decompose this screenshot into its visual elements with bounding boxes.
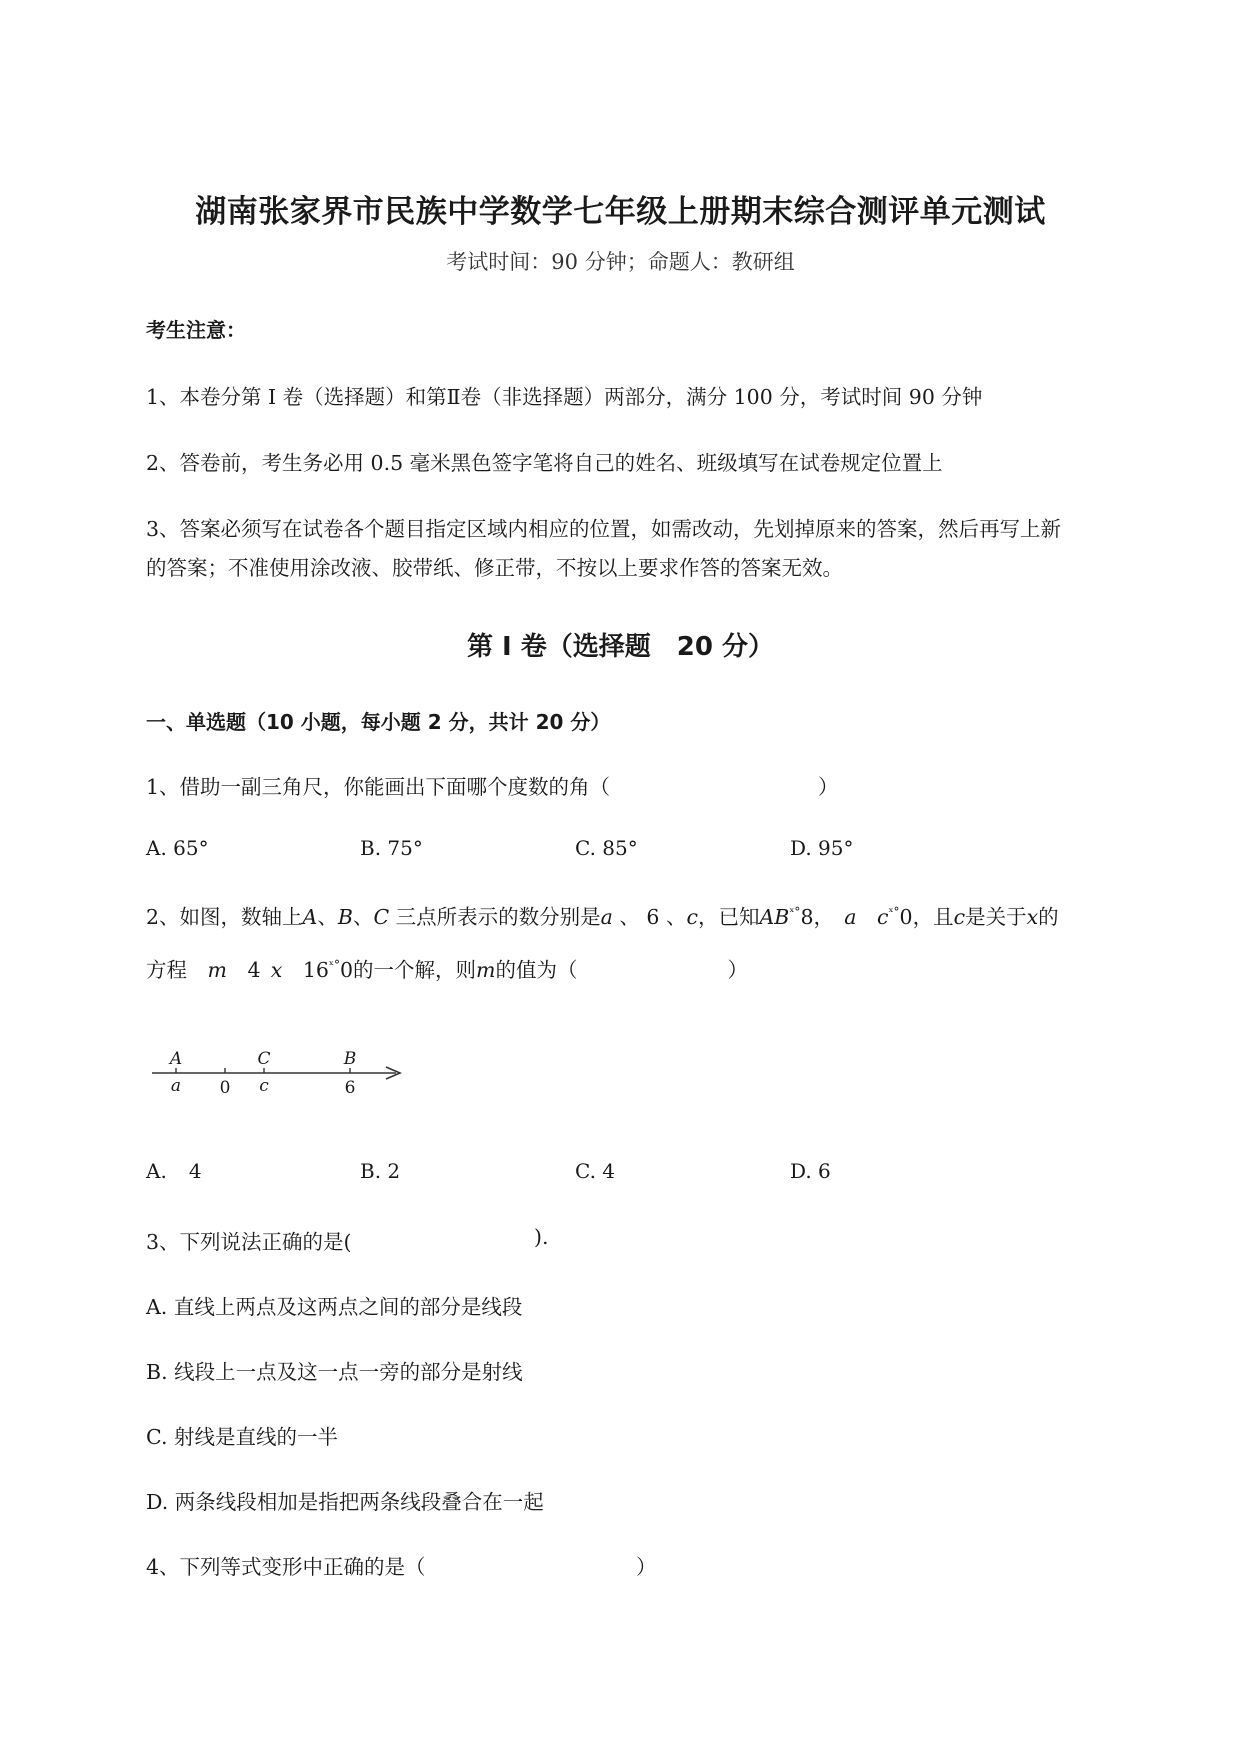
label-a: a: [170, 1076, 182, 1096]
label-c: c: [259, 1076, 269, 1096]
page-title: 湖南张家界市民族中学数学七年级上册期末综合测评单元测试: [195, 194, 1046, 230]
question-3-option-d[interactable]: D. 两条线段相加是指把两条线段叠合在一起: [146, 1490, 544, 1514]
notice-item-2: 2、答卷前，考生务必用 0.5 毫米黑色签字笔将自己的姓名、班级填写在试卷规定位置上: [146, 451, 943, 475]
question-2-option-b[interactable]: B. 2: [360, 1159, 401, 1183]
question-3-close: ).: [534, 1225, 549, 1249]
question-3-stem: 3、下列说法正确的是(: [146, 1230, 352, 1254]
question-2-option-a[interactable]: A. 4: [146, 1159, 202, 1183]
section-title: 第 I 卷（选择题 20 分）: [466, 632, 774, 662]
question-1-option-b[interactable]: B. 75°: [360, 836, 423, 860]
question-1-stem: 1、借助一副三角尺，你能画出下面哪个度数的角（: [146, 775, 611, 799]
notice-item-3-cont: 的答案；不准使用涂改液、胶带纸、修正带，不按以上要求作答的答案无效。: [146, 556, 843, 580]
question-1-close: ）: [818, 775, 839, 799]
label-C: C: [257, 1049, 271, 1069]
question-3-option-a[interactable]: A. 直线上两点及这两点之间的部分是线段: [146, 1295, 523, 1319]
question-4-close: ）: [636, 1555, 657, 1579]
question-2-option-c[interactable]: C. 4: [575, 1159, 616, 1183]
part-heading: 一、单选题（10 小题，每小题 2 分，共计 20 分）: [146, 710, 611, 734]
sup-mark-2: ˣ°: [888, 905, 900, 919]
question-1-option-c[interactable]: C. 85°: [575, 836, 638, 860]
notice-heading: 考生注意：: [146, 318, 246, 342]
exam-info: 考试时间：90 分钟；命题人：教研组: [446, 250, 795, 274]
label-A: A: [169, 1049, 183, 1069]
question-1-option-a[interactable]: A. 65°: [146, 836, 209, 860]
question-2-line-2: 方程 m 4 x $16^{ˣ^\circ}0$的一个解，则m的值为（ ）: [146, 958, 748, 982]
question-3-option-b[interactable]: B. 线段上一点及这一点一旁的部分是射线: [146, 1360, 523, 1384]
question-4-stem: 4、下列等式变形中正确的是（: [146, 1555, 426, 1579]
label-0: 0: [219, 1078, 231, 1098]
notice-item-1: 1、本卷分第 I 卷（选择题）和第Ⅱ卷（非选择题）两部分，满分 100 分，考试时间 90 分钟: [146, 385, 983, 409]
notice-item-3: 3、答案必须写在试卷各个题目指定区域内相应的位置，如需改动，先划掉原来的答案，然后再写上新: [146, 517, 1062, 541]
label-6: 6: [344, 1078, 356, 1098]
label-B: B: [343, 1049, 357, 1069]
number-line-figure: [146, 1040, 416, 1100]
question-1-option-d[interactable]: D. 95°: [790, 836, 854, 860]
question-2-line-1: 2、如图，数轴上A、B、C 三点所表示的数分别是a 、 6 、c，已知$AB^{ˣ^\circ}8$， a $c^{ˣ^\circ}0$，且c是关于x的: [146, 905, 1059, 929]
question-3-option-c[interactable]: C. 射线是直线的一半: [146, 1425, 338, 1449]
question-2-option-d[interactable]: D. 6: [790, 1159, 831, 1183]
